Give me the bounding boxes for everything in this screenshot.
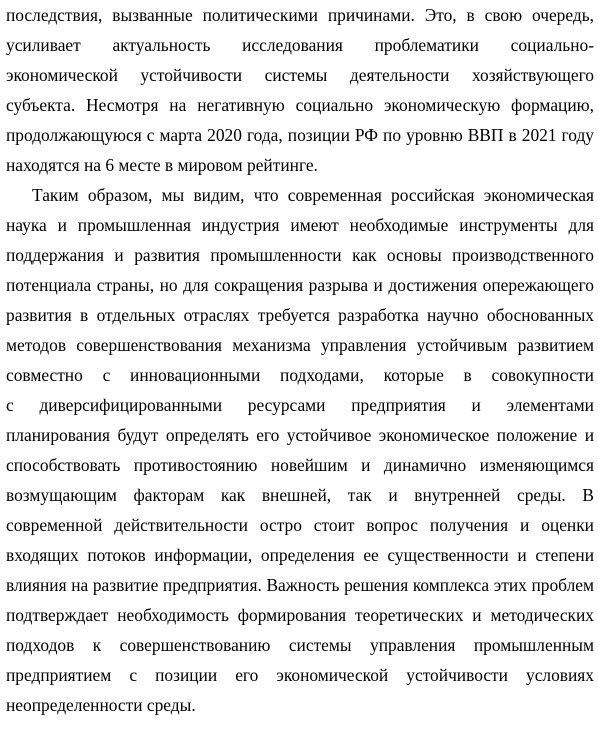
text-line: с диверсифицированными ресурсами предприятия и элементами (6, 395, 594, 415)
paragraph-first-line: Таким образом, мы видим, что современная российская экономическая (32, 185, 594, 205)
text-line: подтверждает необходимость формирования теоретических и методических (6, 605, 594, 625)
text-line: неопределенности среды. (6, 695, 196, 715)
text-line: потенциала страны, но для сокращения разрыва и достижения опережающего (6, 275, 594, 295)
text-line: предприятием с позиции его экономической устойчивости условиях (6, 665, 594, 685)
text-line: субъекта. Несмотря на негативную социально экономическую формацию, (6, 95, 594, 115)
text-line: планирования будут определять его устойчивое экономическое положение и (6, 425, 594, 445)
text-line: последствия, вызванные политическими причинами. Это, в свою очередь, (6, 5, 594, 25)
text-line: возмущающим факторам как внешней, так и внутренней среды. В (6, 485, 594, 505)
text-line: входящих потоков информации, определения ее существенности и степени (6, 545, 594, 565)
text-line: развития в отдельных отраслях требуется разработка научно обоснованных (6, 305, 594, 325)
text-line: методов совершенствования механизма управления устойчивым развитием (6, 335, 594, 355)
text-line: способствовать противостоянию новейшим и динамично изменяющимся (6, 455, 594, 475)
text-line: наука и промышленная индустрия имеют необходимые инструменты для (6, 215, 594, 235)
text-line: поддержания и развития промышленности как основы производственного (6, 245, 594, 265)
text-line: современной действительности остро стоит вопрос получения и оценки (6, 515, 594, 535)
text-line: экономической устойчивости системы деятельности хозяйствующего (6, 65, 594, 85)
text-line: совместно с инновационными подходами, которые в совокупности (6, 365, 594, 385)
text-line: усиливает актуальность исследования проблематики социально- (6, 35, 594, 55)
text-line: продолжающуюся с марта 2020 года, позиции РФ по уровню ВВП в 2021 году (6, 125, 594, 145)
text-line: влияния на развитие предприятия. Важность решения комплекса этих проблем (6, 575, 594, 595)
text-line: находятся на 6 месте в мировом рейтинге. (6, 155, 318, 175)
text-line: подходов к совершенствованию системы управления промышленным (6, 635, 594, 655)
